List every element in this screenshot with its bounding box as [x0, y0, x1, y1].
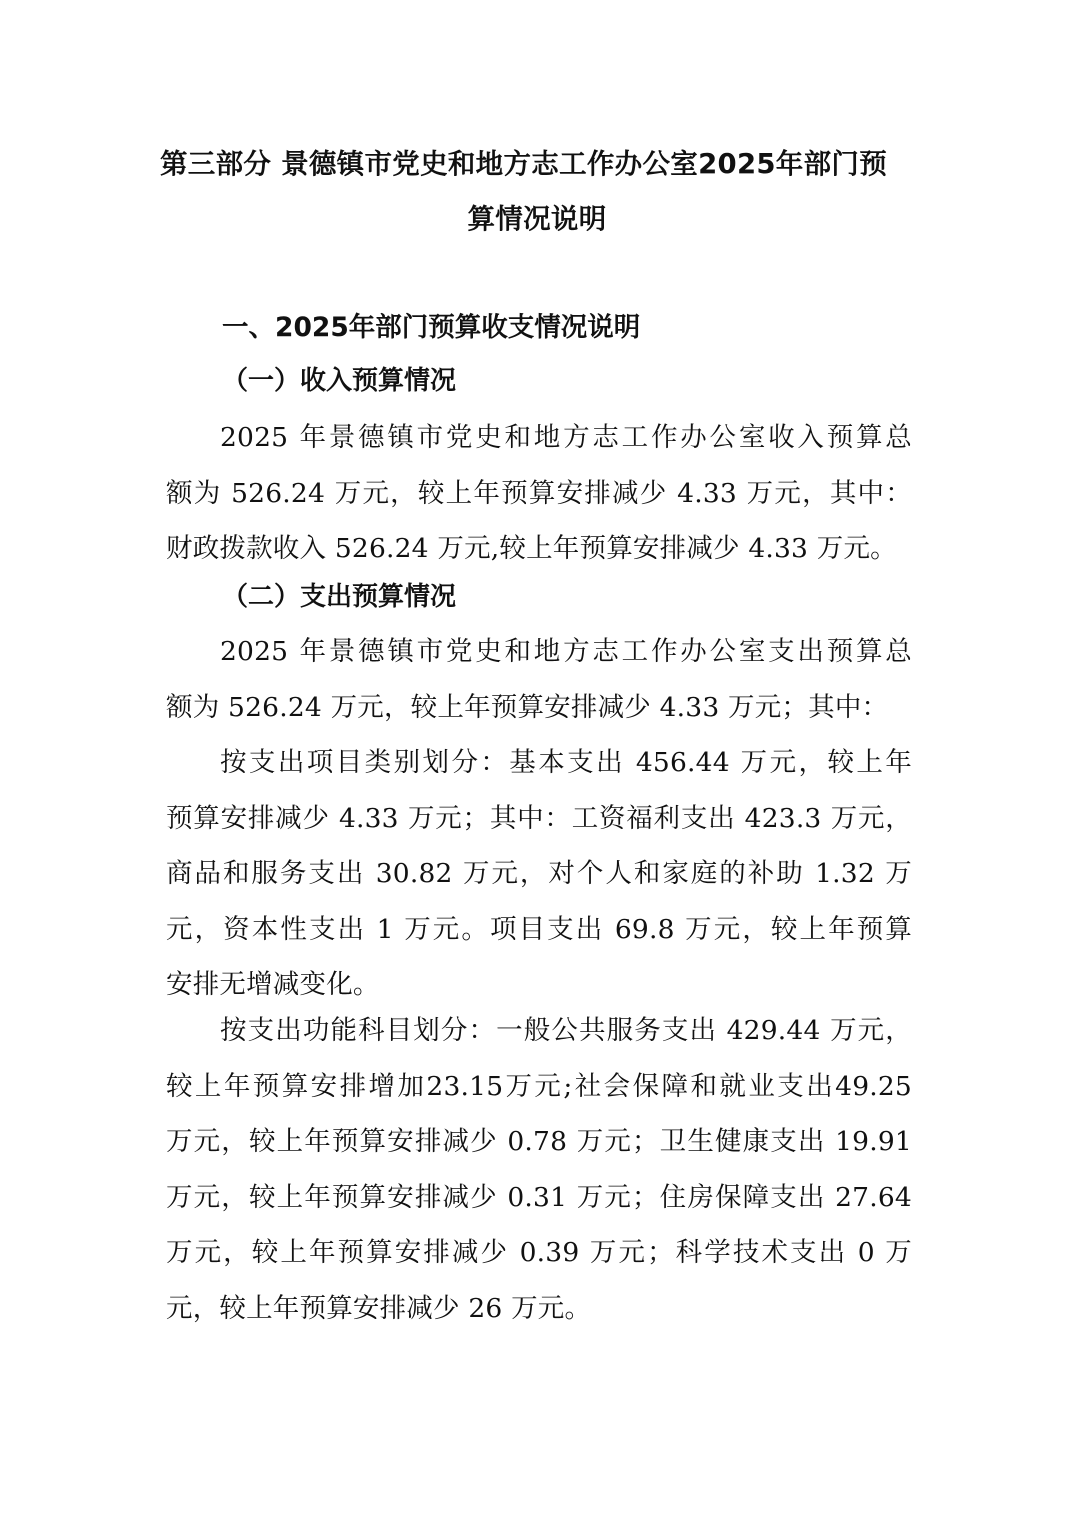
expenditure-total-paragraph — [166, 624, 912, 735]
paragraph-line: 按支出项目类别划分：基本支出 456.44 万元，较上年 — [220, 747, 912, 778]
paragraph-line: 2025 年景德镇市党史和地方志工作办公室支出预算总 — [220, 636, 912, 667]
paragraph-line: 元，资本性支出 1 万元。项目支出 69.8 万元，较上年预算 — [166, 913, 912, 945]
paragraph-line: 按支出功能科目划分：一般公共服务支出 429.44 万元， — [220, 1015, 912, 1046]
paragraph-line: 额为 526.24 万元，较上年预算安排减少 4.33 万元，其中： — [166, 477, 912, 509]
paragraph-line: 较上年预算安排增加23.15万元;社会保障和就业支出49.25 — [166, 1070, 912, 1102]
page-title-line-2: 算情况说明 — [467, 203, 607, 235]
paragraph-line: 元，较上年预算安排减少 26 万元。 — [166, 1292, 592, 1324]
paragraph-line: 财政拨款收入 526.24 万元,较上年预算安排减少 4.33 万元。 — [166, 533, 897, 564]
section-heading: 一、2025年部门预算收支情况说明 — [222, 312, 641, 343]
paragraph-line: 万元，较上年预算安排减少 0.39 万元；科学技术支出 0 万 — [166, 1237, 912, 1268]
paragraph-line: 预算安排减少 4.33 万元；其中：工资福利支出 423.3 万元， — [166, 802, 912, 834]
paragraph-line: 额为 526.24 万元，较上年预算安排减少 4.33 万元；其中： — [166, 691, 889, 723]
income-budget-heading: （一）收入预算情况 — [222, 366, 457, 396]
paragraph-line: 万元，较上年预算安排减少 0.31 万元；住房保障支出 27.64 — [166, 1181, 912, 1213]
paragraph-line: 万元，较上年预算安排减少 0.78 万元；卫生健康支出 19.91 — [166, 1126, 912, 1157]
income-budget-paragraph — [166, 410, 912, 577]
expenditure-budget-heading: （二）支出预算情况 — [222, 582, 457, 612]
expenditure-by-function-paragraph — [166, 1003, 912, 1336]
page-title-line-1: 第三部分 景德镇市党史和地方志工作办公室2025年部门预 — [160, 148, 888, 180]
paragraph-line: 2025 年景德镇市党史和地方志工作办公室收入预算总 — [220, 422, 912, 453]
paragraph-line: 安排无增减变化。 — [166, 969, 380, 1000]
paragraph-line: 商品和服务支出 30.82 万元，对个人和家庭的补助 1.32 万 — [166, 858, 912, 889]
expenditure-by-project-paragraph — [166, 735, 912, 1013]
